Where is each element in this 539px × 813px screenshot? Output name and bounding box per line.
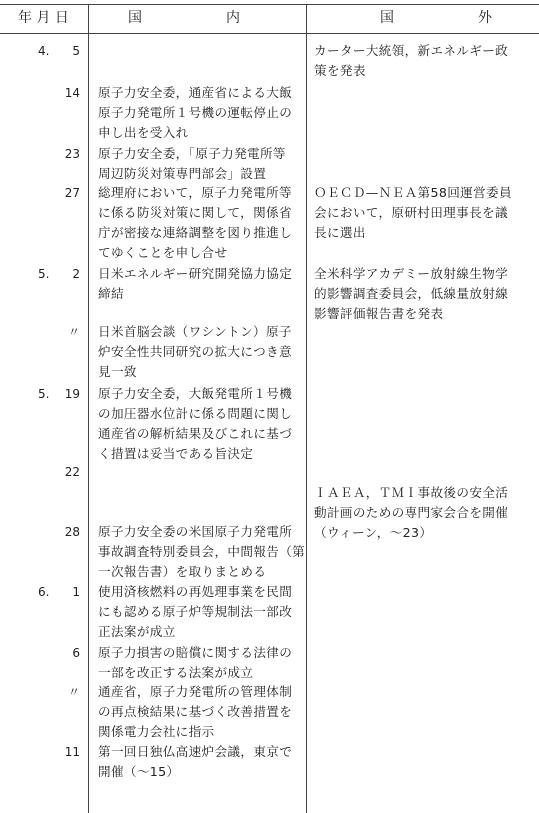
- domestic-line: に係る防災対策に関して，関係省: [98, 205, 292, 220]
- domestic-line: 一次報告書）を取りまとめる: [98, 564, 267, 579]
- domestic-line: 見一致: [98, 364, 137, 379]
- row-day: 1: [72, 585, 80, 599]
- domestic-line: 一部を改正する法案が成立: [98, 665, 254, 680]
- domestic-line: 第一回日独仏高速炉会議，東京で: [98, 744, 293, 759]
- domestic-line: く措置は妥当である旨決定: [98, 446, 254, 461]
- row-day: 5: [72, 44, 80, 58]
- domestic-column-divider: [306, 4, 307, 813]
- domestic-line: 通産省，原子力発電所の管理体制: [98, 684, 293, 699]
- top-rule: [0, 4, 539, 5]
- row-day: 〃: [67, 325, 80, 339]
- domestic-line: 原子力安全委の米国原子力発電所: [98, 524, 293, 539]
- row-month: 6.: [38, 585, 50, 599]
- row-day: 14: [64, 86, 80, 100]
- domestic-line: にも認める原子炉等規制法一部改: [98, 604, 293, 619]
- international-line: 策を発表: [314, 63, 366, 78]
- international-line: カーター大統領，新エネルギー政: [314, 43, 509, 58]
- domestic-line: 事故調査特別委員会，中間報告（第: [98, 544, 306, 559]
- domestic-line: 庁が密接な連絡調整を図り推進し: [98, 225, 293, 240]
- international-line: 的影響調査委員会，低線量放射線: [314, 286, 509, 301]
- domestic-line: 関係電力会社に指示: [98, 724, 215, 739]
- row-day: 22: [64, 465, 80, 479]
- header-date: 年 月 日: [18, 10, 69, 26]
- header-rule: [0, 33, 539, 34]
- international-line: 影響評価報告書を発表: [314, 306, 444, 321]
- international-line: ＩＡＥＡ，ＴＭＩ事故後の安全活: [314, 485, 509, 500]
- domestic-line: 開催（〜15）: [98, 764, 180, 779]
- domestic-line: 日米エネルギー研究開発協力協定: [98, 266, 293, 281]
- domestic-line: 通産省の解析結果及びこれに基づ: [98, 426, 293, 441]
- row-month: 5.: [38, 387, 50, 401]
- domestic-line: 総理府において，原子力発電所等: [98, 185, 292, 200]
- row-day: 23: [64, 147, 80, 161]
- domestic-line: 締結: [98, 286, 124, 301]
- international-line: 全米科学アカデミー放射線生物学: [314, 266, 509, 281]
- date-column-divider: [88, 4, 89, 813]
- row-day: 2: [72, 267, 80, 281]
- domestic-line: 正法案が成立: [98, 624, 176, 639]
- international-line: ＯＥＣＤ—ＮＥＡ第58回運営委員: [314, 185, 512, 200]
- domestic-line: 日米首脳会談（ワシントン）原子: [98, 324, 292, 339]
- domestic-line: 原子力安全委，「原子力発電所等: [98, 146, 286, 161]
- row-day: 〃: [67, 685, 80, 699]
- international-line: 長に選出: [314, 225, 366, 240]
- row-day: 11: [64, 745, 80, 759]
- domestic-line: 炉安全性共同研究の拡大につき意: [98, 344, 292, 359]
- domestic-line: 申し出を受入れ: [98, 125, 189, 140]
- row-day: 28: [64, 525, 80, 539]
- row-month: 5.: [38, 267, 50, 281]
- international-line: 動計画のための専門家会合を開催: [314, 505, 509, 520]
- domestic-line: の再点検結果に基づく改善措置を: [98, 704, 293, 719]
- header-domestic: 国 内: [128, 10, 240, 26]
- row-day: 19: [64, 387, 80, 401]
- row-day: 6: [72, 646, 80, 660]
- row-day: 27: [64, 186, 80, 200]
- domestic-line: 原子力発電所１号機の運転停止の: [98, 105, 293, 120]
- domestic-line: 使用済核燃料の再処理事業を民間: [98, 584, 293, 599]
- row-month: 4.: [38, 44, 50, 58]
- domestic-line: 原子力安全委，大飯発電所１号機: [98, 386, 293, 401]
- domestic-line: 原子力損害の賠償に関する法律の: [98, 645, 293, 660]
- domestic-line: 原子力安全委，通産省による大飯: [98, 85, 293, 100]
- international-line: （ウィーン，〜23）: [314, 525, 433, 540]
- domestic-line: 周辺防災対策専門部会」設置: [98, 166, 267, 181]
- header-international: 国 外: [380, 10, 492, 26]
- international-line: 会において，原研村田理事長を議: [314, 205, 508, 220]
- domestic-line: の加圧器水位計に係る問題に関し: [98, 406, 293, 421]
- domestic-line: てゆくことを申し合せ: [98, 245, 228, 260]
